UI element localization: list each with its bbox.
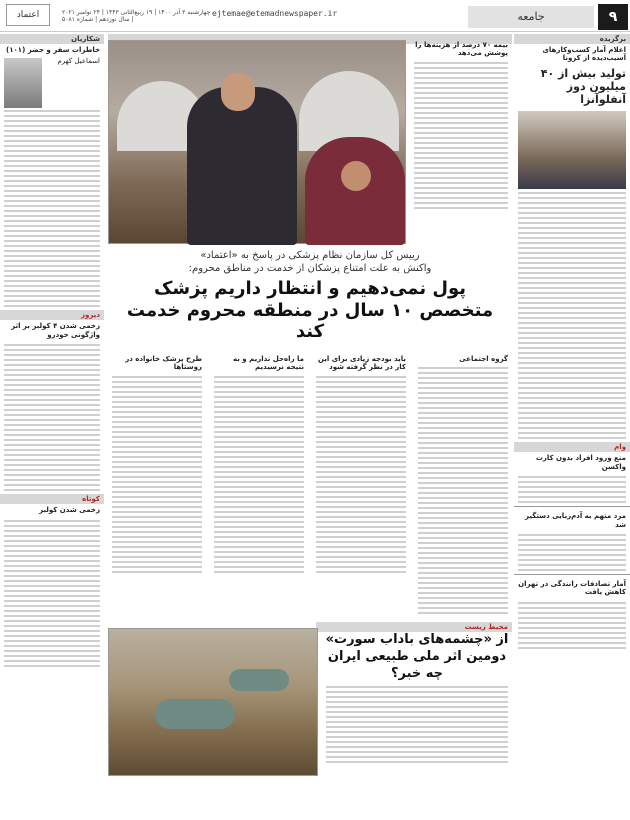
column-title[interactable]: خاطرات سفر و حضر (۱۰۱) [6,46,100,54]
spring-pool [155,699,235,729]
left-article2-body [4,344,100,491]
main-title[interactable]: پول نمی‌دهیم و انتظار داریم پزشک متخصص ۱۰ سال در منطقه محروم خدمت کند [126,278,494,343]
left-article2-label: دیروز [0,310,104,320]
right-lead-title[interactable]: تولید بیش از ۴۰ میلیون دوز آنفلوآنزا [540,66,626,107]
masthead [0,0,630,32]
author-avatar [4,58,42,108]
right-article2-body [518,476,626,503]
date-line: چهارشنبه ۳ آذر ۱۴۰۰ | ۱۹ ربیع‌الثانی ۱۴۴۳ | ۲۴ نوامبر ۲۰۲۱ | سال نوزدهم | شماره ۵۰۸۱ [62,9,211,23]
second-story-headlines [322,632,512,766]
contact-email[interactable]: ejtemae@etemadnewspaper.ir [212,9,338,18]
section-name[interactable]: جامعه [468,6,594,28]
body-text [418,367,508,614]
body-text [316,376,406,573]
patient-figure [305,137,405,245]
side-headline[interactable]: طرح پزشک خانواده در روستاها [125,355,202,372]
left-article3-body [4,520,100,667]
left-article3-label: کوتاه [0,494,104,504]
left-section-label: شکاریان [0,34,104,44]
side-headline[interactable]: بیمه ۷۰ درصد از هزینه‌ها را پوشش می‌دهد [415,41,508,58]
column-body [4,110,100,307]
left-column [0,34,104,818]
spring-pool [229,669,289,691]
second-body [326,686,508,763]
page-number: ۹ [598,4,628,30]
main-kicker: رییس کل سازمان نظام پزشکی در پاسخ به «اعتماد» [200,250,420,261]
right-lead-intro: اعلام آمار کسب‌وکارهای آسیب‌دیده از کرونا [542,46,626,63]
author-name: اسماعیل کهرم [57,57,100,66]
right-lead-body [518,192,626,439]
body-column [108,354,206,576]
side-headline[interactable]: ما راه‌حل نداریم و به نتیجه نرسیدیم [232,355,304,372]
right-article4-body [518,602,626,649]
main-story-photo [108,40,406,244]
right-section-label: برگزیده [514,34,630,44]
side-headline[interactable]: باید بودجه زیادی برای این کار در نظر گرفته شود [318,355,406,372]
left-article2-title[interactable]: زخمی شدن ۴ کولبر بر اثر واژگونی خودرو [11,322,100,339]
left-article3-title[interactable]: زخمی شدن کولبر [39,506,100,515]
center-column [108,34,512,818]
patient-face [341,161,371,191]
newspaper-logo: اعتماد [6,4,50,26]
body-column [414,354,512,617]
right-article2-label: وام [514,442,630,452]
divider [514,574,630,575]
main-subkicker: واکنش به علت امتناع پزشکان از خدمت در مناطق محروم: [188,263,432,274]
second-section-label: محیط زیست [316,622,512,632]
second-story-photo [108,628,318,776]
right-article3-title[interactable]: مرد متهم به آدم‌ربایی دستگیر شد [525,512,626,529]
main-story-headlines [108,244,512,343]
right-article4-title[interactable]: آمار تصادفات رانندگی در تهران کاهش یافت [518,579,626,597]
right-lead-photo [518,111,626,189]
doctor-face [221,73,255,111]
right-article3-body [518,534,626,571]
center-side-story [410,40,512,244]
divider [514,506,630,507]
main-story-body [108,354,512,622]
byline: گروه اجتماعی [459,355,508,363]
body-column [312,354,410,576]
body-column [210,354,308,576]
body-text [214,376,304,573]
right-column [514,34,630,818]
side-body [414,62,508,209]
second-title[interactable]: از «چشمه‌های باداب سورت» دومین اثر ملی طبیعی ایران چه خبر؟ [325,632,509,681]
right-article2-title[interactable]: منع ورود افراد بدون کارت واکسن [535,454,626,471]
body-text [112,376,202,573]
